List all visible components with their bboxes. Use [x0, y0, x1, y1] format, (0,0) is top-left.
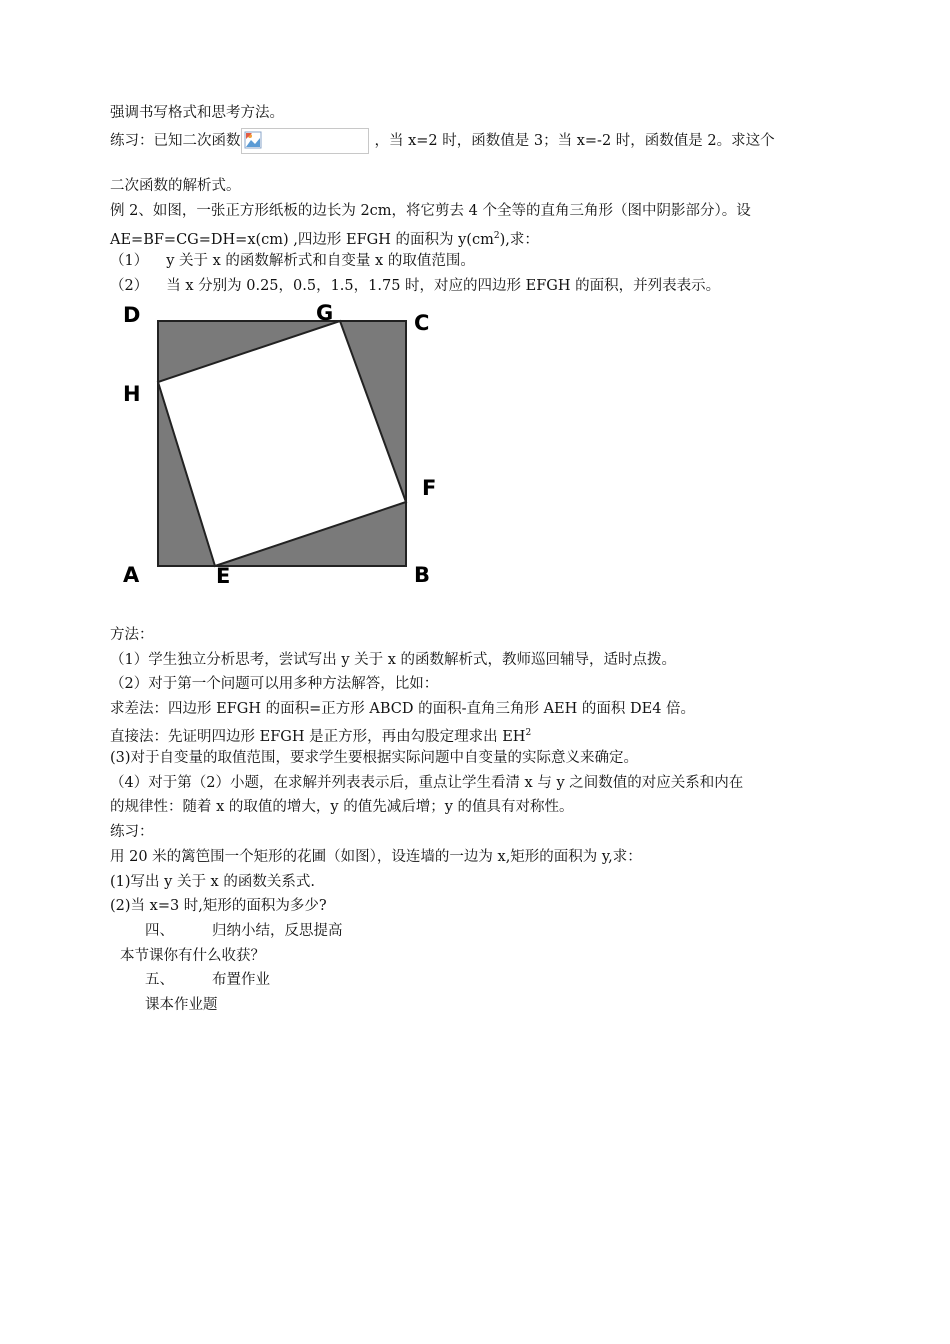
text-line-5-part2: ),求：	[499, 231, 539, 248]
text-line-18: (1)写出 y 关于 x 的函数关系式.	[110, 874, 315, 890]
broken-image-icon	[244, 131, 262, 149]
section-heading-5	[145, 970, 270, 990]
text-line-13: (3)对于自变量的取值范围，要求学生要根据实际问题中自变量的实际意义来确定。	[110, 750, 639, 766]
text-line-17: 用 20 米的篱笆围一个矩形的花圃（如图），设连墙的一边为 x,矩形的面积为 y,求：	[110, 849, 642, 865]
text-line-10: （2）对于第一个问题可以用多种方法解答，比如：	[110, 676, 439, 692]
text-line-21: 本节课你有什么收获？	[120, 948, 265, 964]
item-number-2: （2）	[110, 278, 149, 294]
section-title-5: 布置作业	[212, 972, 270, 988]
text-line-15: 的规律性：随着 x 的取值的增大，y 的值先减后增；y 的值具有对称性。	[110, 799, 574, 815]
label-a: A	[123, 563, 140, 587]
label-g: G	[316, 301, 334, 325]
superscript-eh-2: 2	[525, 728, 532, 738]
text-line-2-part2: ，当 x=2 时，函数值是 3；当 x=-2 时，函数值是 2。求这个	[374, 133, 775, 149]
square-figure	[115, 300, 455, 604]
text-line-6	[110, 251, 475, 271]
text-line-4: 例 2、如图，一张正方形纸板的边长为 2cm，将它剪去 4 个全等的直角三角形（图中阴影部分）。设	[110, 203, 751, 219]
text-line-1: 强调书写格式和思考方法。	[110, 105, 284, 121]
superscript-2: 2	[493, 231, 500, 241]
text-line-5-part1: AE=BF=CG=DH=x(cm) ,四边形 EFGH 的面积为 y(cm	[110, 231, 494, 248]
text-line-12-part1: 直接法：先证明四边形 EFGH 是正方形，再由勾股定理求出 EH	[110, 728, 526, 745]
text-line-16: 练习：	[110, 824, 154, 840]
section-title-4: 归纳小结，反思提高	[212, 923, 343, 939]
square-diagram	[115, 300, 455, 600]
label-f: F	[422, 476, 437, 500]
text-line-11: 求差法：四边形 EFGH 的面积=正方形 ABCD 的面积-直角三角形 AEH 的面积 DE4 倍。	[110, 701, 696, 717]
text-line-5	[110, 226, 539, 250]
text-line-2	[110, 128, 775, 154]
text-line-12	[110, 723, 531, 747]
text-line-2-part1: 练习：已知二次函数	[110, 133, 241, 149]
text-line-9: （1）学生独立分析思考，尝试写出 y 关于 x 的函数解析式，教师巡回辅导，适时点拨。	[110, 652, 677, 668]
text-line-23: 课本作业题	[145, 997, 218, 1013]
text-line-3: 二次函数的解析式。	[110, 178, 241, 194]
label-h: H	[123, 382, 141, 406]
label-d: D	[123, 303, 141, 327]
text-line-19: (2)当 x=3 时,矩形的面积为多少?	[110, 898, 327, 914]
label-b: B	[414, 563, 431, 587]
section-number-5: 五、	[145, 972, 174, 988]
item-text-1: y 关于 x 的函数解析式和自变量 x 的取值范围。	[166, 253, 475, 269]
text-line-8: 方法：	[110, 627, 154, 643]
label-e: E	[216, 564, 231, 588]
item-number-1: （1）	[110, 253, 149, 269]
label-c: C	[414, 311, 430, 335]
text-line-14: （4）对于第（2）小题，在求解并列表表示后，重点让学生看清 x 与 y 之间数值的对应关系和内在	[110, 775, 744, 791]
text-line-7	[110, 276, 720, 296]
item-text-2: 当 x 分别为 0.25，0.5，1.5，1.75 时，对应的四边形 EFGH 的面积，并列表表示。	[166, 278, 721, 294]
section-number-4: 四、	[145, 923, 174, 939]
broken-image-placeholder	[241, 128, 369, 154]
section-heading-4	[145, 921, 343, 941]
